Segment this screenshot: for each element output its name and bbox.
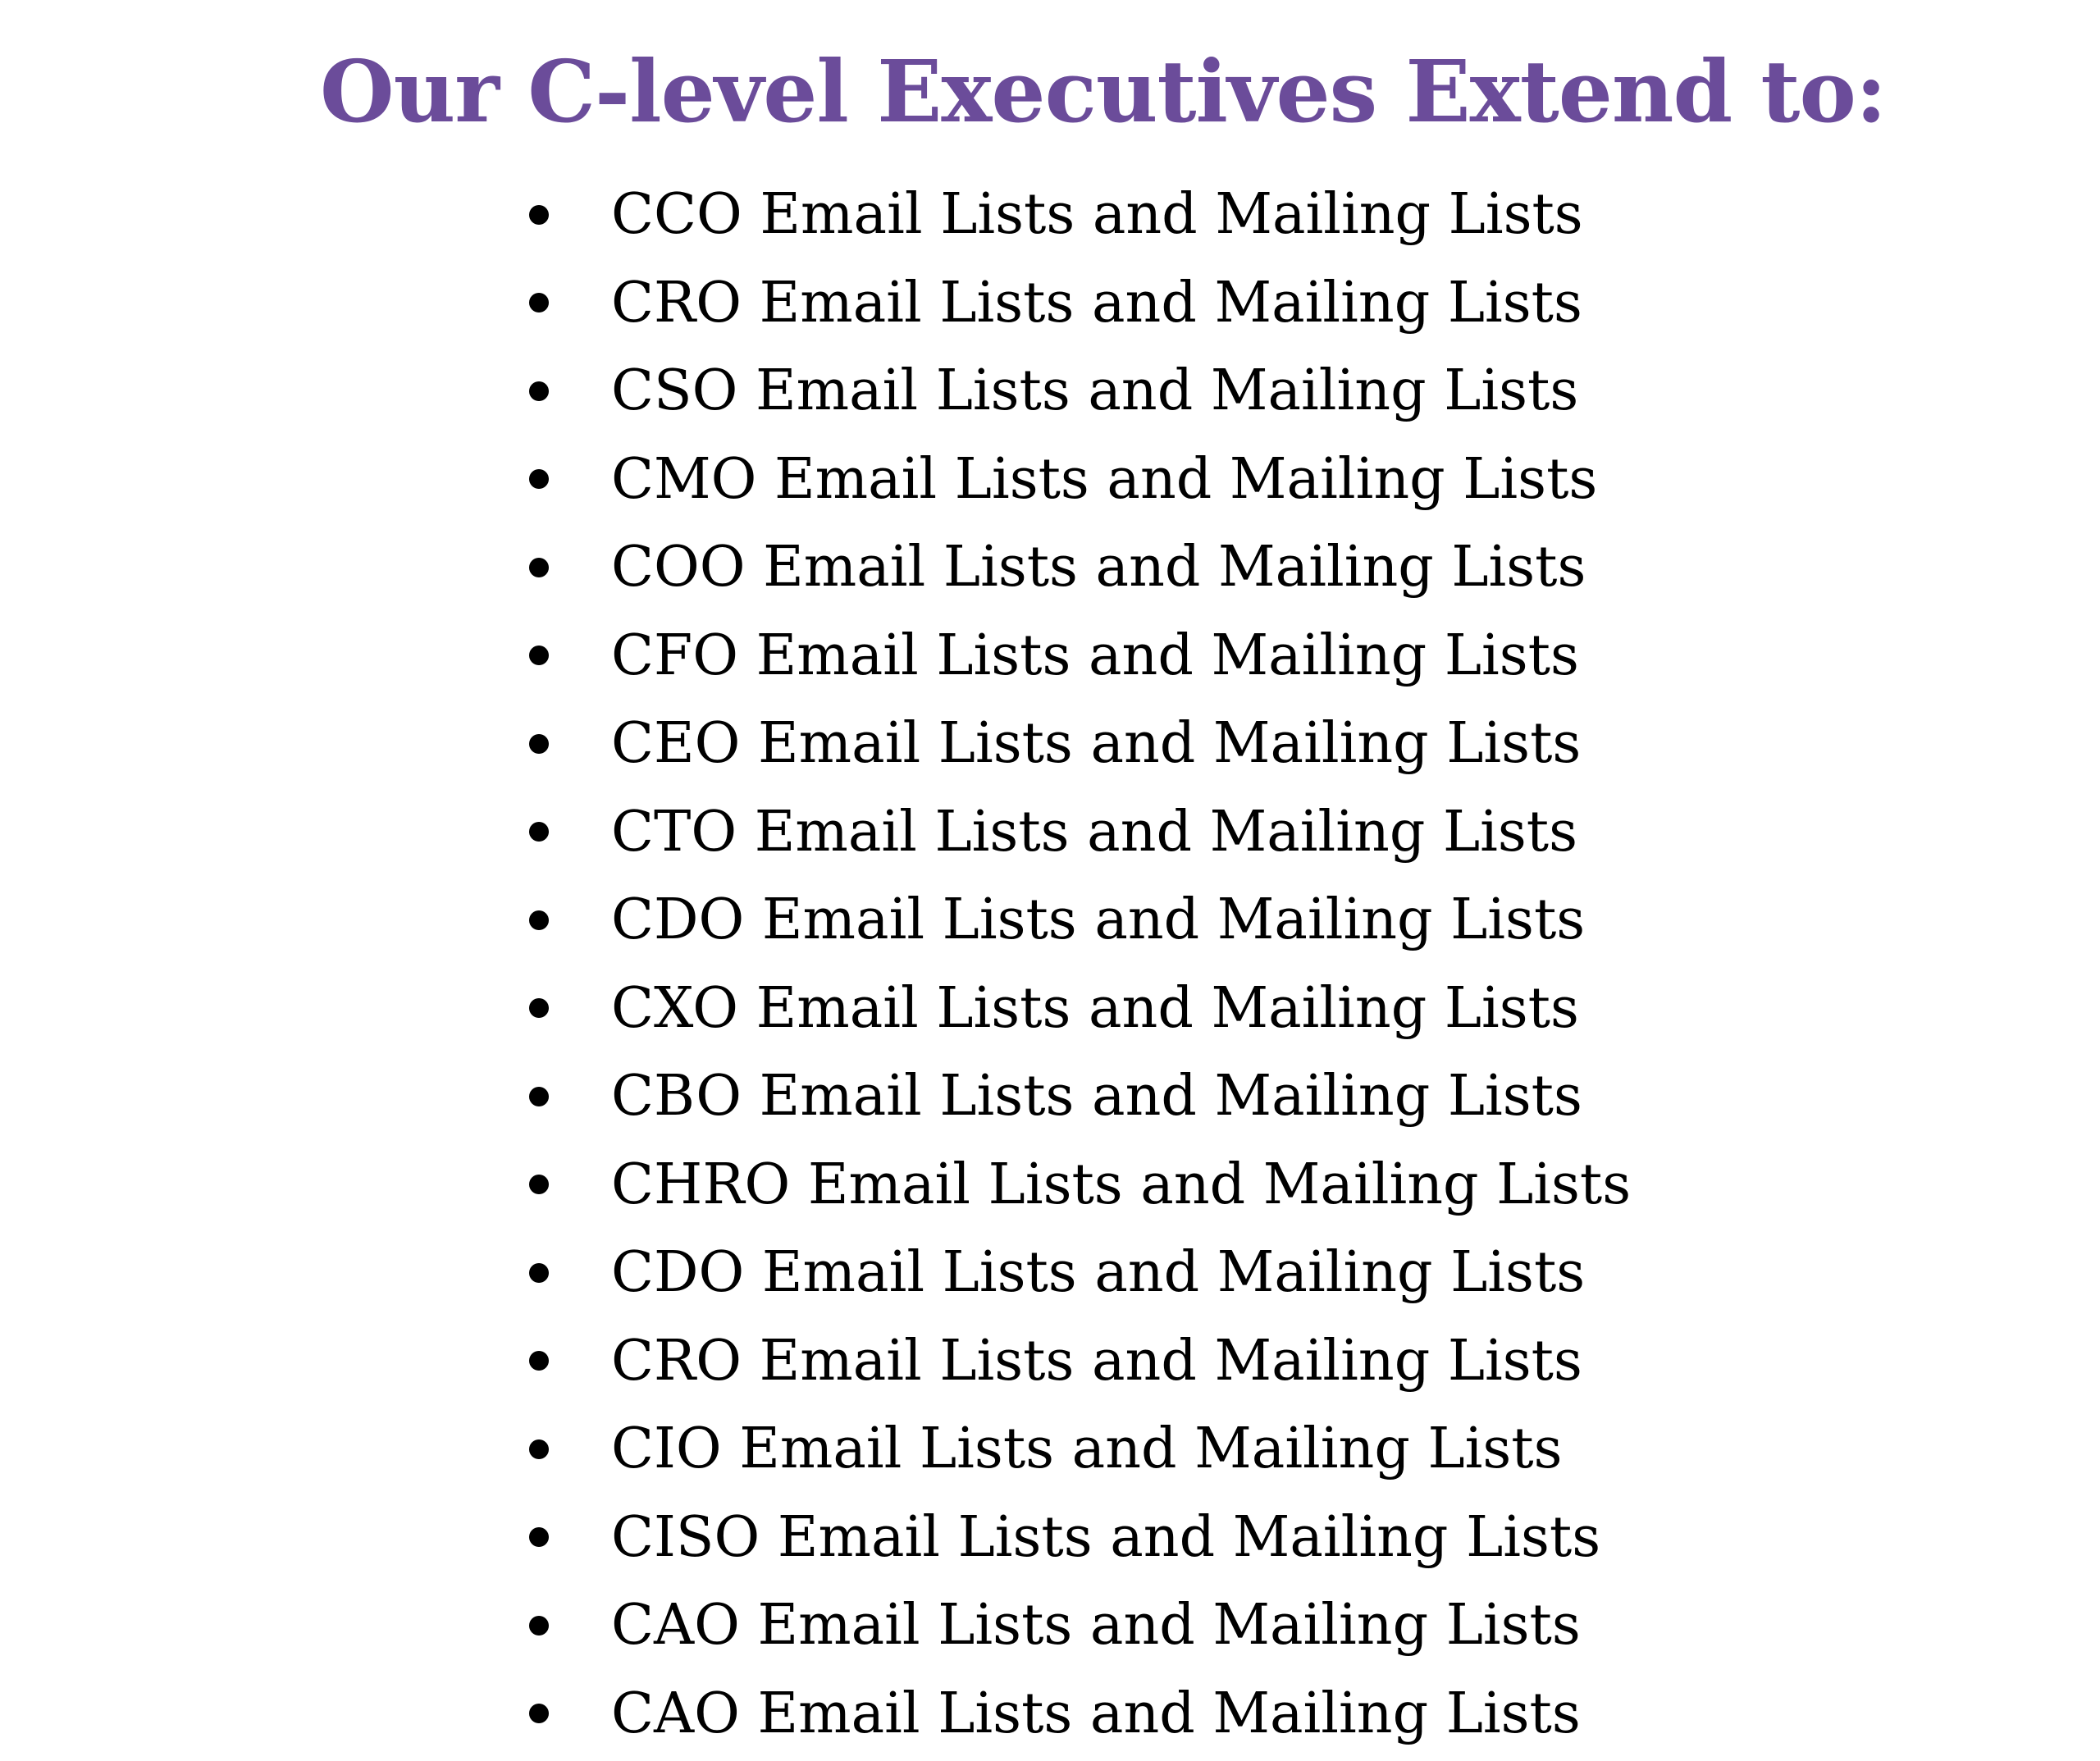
list-item-label: CEO Email Lists and Mailing Lists bbox=[611, 711, 1582, 776]
bullet-icon bbox=[529, 1175, 549, 1194]
list-item-label: CCO Email Lists and Mailing Lists bbox=[611, 182, 1583, 247]
list-item-label: CAO Email Lists and Mailing Lists bbox=[611, 1593, 1581, 1658]
bullet-icon bbox=[529, 1704, 549, 1723]
list-item-label: CISO Email Lists and Mailing Lists bbox=[611, 1504, 1601, 1570]
bullet-icon bbox=[529, 469, 549, 489]
list-item-label: CHRO Email Lists and Mailing Lists bbox=[611, 1152, 1632, 1217]
bullet-icon bbox=[529, 998, 549, 1018]
bullet-icon bbox=[529, 1527, 549, 1547]
list-item-label: CBO Email Lists and Mailing Lists bbox=[611, 1064, 1582, 1129]
list-item-label: CTO Email Lists and Mailing Lists bbox=[611, 799, 1578, 865]
bullet-icon bbox=[529, 646, 549, 665]
list-item-label: COO Email Lists and Mailing Lists bbox=[611, 535, 1586, 600]
bullet-icon bbox=[529, 822, 549, 842]
bullet-icon bbox=[529, 1439, 549, 1459]
list-item-label: CRO Email Lists and Mailing Lists bbox=[611, 1328, 1582, 1394]
bullet-icon bbox=[529, 1351, 549, 1371]
list-item-label: CAO Email Lists and Mailing Lists bbox=[611, 1681, 1581, 1746]
list-item-label: CRO Email Lists and Mailing Lists bbox=[611, 270, 1582, 335]
bullet-icon bbox=[529, 1087, 549, 1106]
list-item-label: CXO Email Lists and Mailing Lists bbox=[611, 975, 1579, 1041]
bullet-icon bbox=[529, 205, 549, 225]
bullet-icon bbox=[529, 558, 549, 577]
bullet-icon bbox=[529, 734, 549, 754]
bullet-icon bbox=[529, 381, 549, 401]
list-item-label: CFO Email Lists and Mailing Lists bbox=[611, 623, 1579, 688]
list-item-label: CMO Email Lists and Mailing Lists bbox=[611, 446, 1598, 512]
list-item-label: CSO Email Lists and Mailing Lists bbox=[611, 358, 1579, 423]
list-item-label: CDO Email Lists and Mailing Lists bbox=[611, 1240, 1586, 1305]
page-title: Our C-level Executives Extend to: bbox=[320, 41, 1887, 142]
bullet-icon bbox=[529, 910, 549, 930]
list-item-label: CDO Email Lists and Mailing Lists bbox=[611, 887, 1586, 952]
bullet-icon bbox=[529, 293, 549, 313]
bullet-icon bbox=[529, 1263, 549, 1283]
list-item-label: CIO Email Lists and Mailing Lists bbox=[611, 1417, 1563, 1481]
bullet-icon bbox=[529, 1616, 549, 1636]
